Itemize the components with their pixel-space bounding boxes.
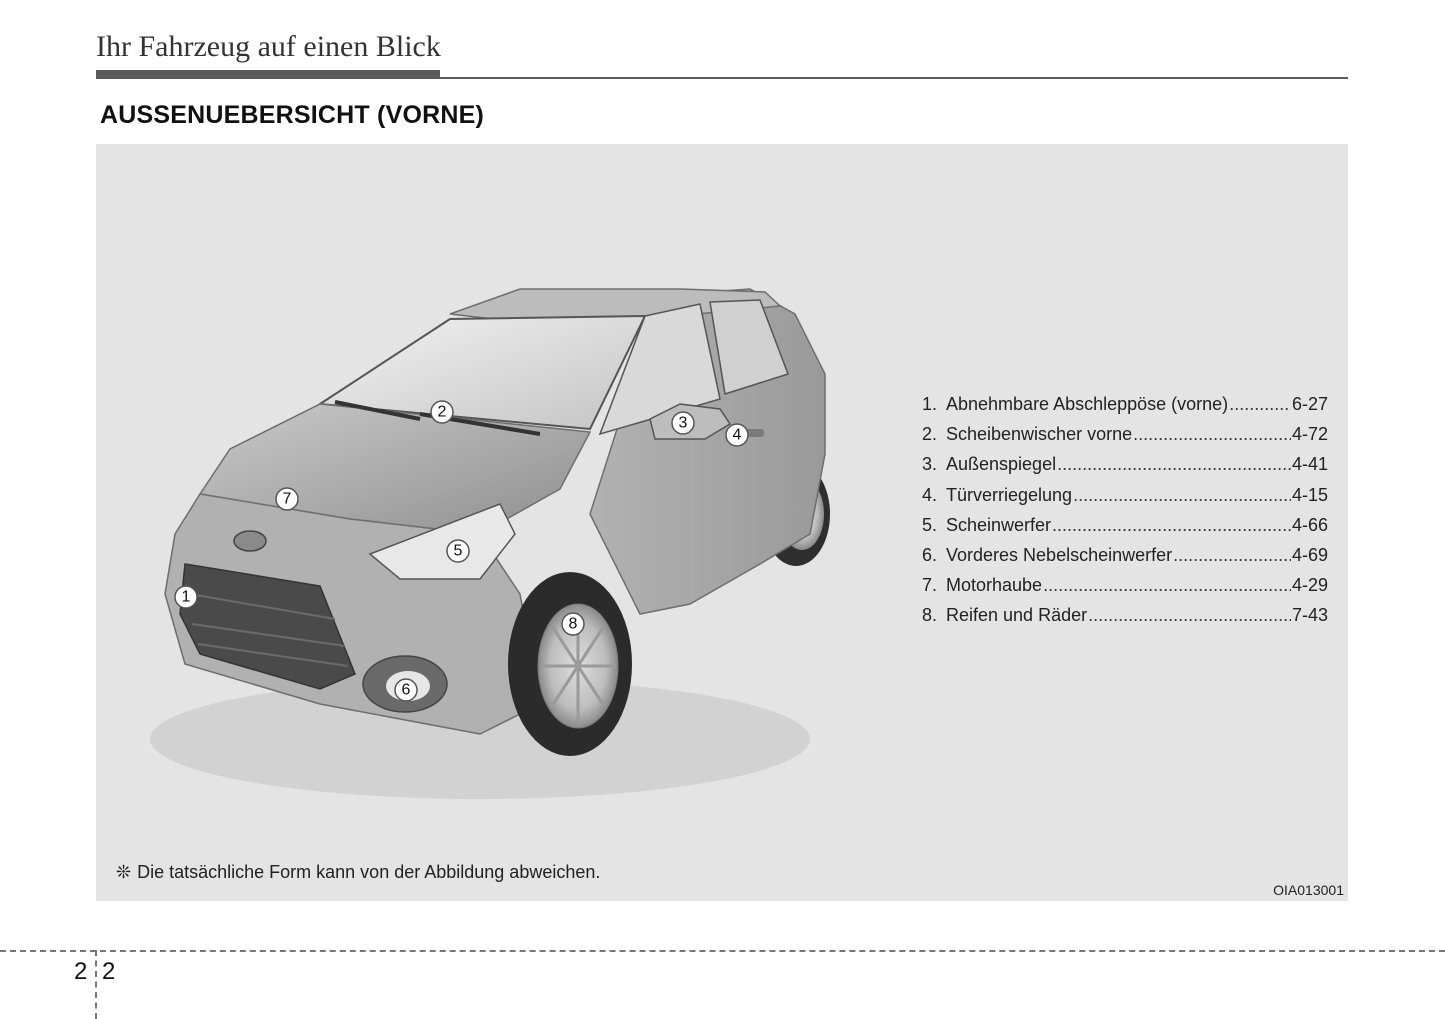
page-number: 2 [102,958,116,985]
callout-badge-6-label: 6 [401,681,411,699]
callout-row-4 [922,485,1328,515]
chapter-title: Ihr Fahrzeug auf einen Blick [96,30,441,63]
asterism-icon: ❊ [116,862,132,882]
header-rule-thin [440,77,1348,79]
callout-badge-7-label: 7 [282,490,292,508]
car-illustration [120,234,890,834]
dot-leader [1133,424,1291,445]
callout-row-1 [922,394,1328,424]
dot-leader [1229,394,1291,415]
callout-page-ref: 4-15 [1291,484,1328,505]
dot-leader [1043,575,1291,596]
disclaimer-text: Die tatsächliche Form kann von der Abbildung abweichen. [137,862,601,882]
callout-page-ref: 6-27 [1291,394,1328,414]
callout-number: 8. [922,605,938,626]
callout-row-8 [922,605,1328,635]
figure-panel [96,144,1348,901]
callout-badge-3 [672,412,694,434]
callout-number: 5. [922,514,938,535]
callout-badge-8 [562,613,584,635]
chapter-number: 2 [74,958,88,985]
callout-number: 3. [922,454,938,475]
dot-leader [1057,454,1291,475]
callout-badge-1-label: 1 [181,588,191,606]
footer-divider [0,950,1445,952]
figure-code: OIA013001 [1273,882,1344,898]
callout-number: 7. [922,575,938,596]
callout-badge-4-label: 4 [732,426,742,444]
callout-page-ref: 4-66 [1291,514,1328,535]
callout-row-3 [922,454,1328,484]
callout-number: 4. [922,484,938,505]
dot-leader [1052,515,1291,536]
callout-badge-2-label: 2 [437,403,447,421]
callout-label: Türverriegelung [946,484,1073,505]
dot-leader [1088,605,1291,626]
callout-label: Scheibenwischer vorne [946,424,1133,445]
callout-label: Abnehmbare Abschleppöse (vorne) [946,394,1229,414]
dot-leader [1073,485,1291,506]
callout-badge-4 [726,424,748,446]
callout-number: 1. [922,394,938,414]
dot-leader [1173,545,1291,566]
footer-page-separator [95,950,97,1019]
header-rule-thick [96,70,440,79]
callout-number: 2. [922,424,938,445]
callout-label: Motorhaube [946,575,1043,596]
callout-label: Vorderes Nebelscheinwerfer [946,544,1173,565]
callout-label: Reifen und Räder [946,605,1088,626]
callout-badge-1 [175,586,197,608]
callout-page-ref: 7-43 [1291,605,1328,626]
callout-label: Scheinwerfer [946,514,1052,535]
callout-row-6 [922,545,1328,575]
callout-page-ref: 4-72 [1291,424,1328,445]
callout-page-ref: 4-29 [1291,575,1328,596]
section-title: AUSSENUEBERSICHT (VORNE) [100,101,484,129]
callout-page-ref: 4-41 [1291,454,1328,475]
callout-badge-5 [447,540,469,562]
callout-badge-8-label: 8 [568,615,578,633]
callout-badge-3-label: 3 [678,414,688,432]
callout-row-5 [922,515,1328,545]
callout-badge-5-label: 5 [453,542,463,560]
callout-page-ref: 4-69 [1291,544,1328,565]
callout-badge-7 [276,488,298,510]
callout-row-7 [922,575,1328,605]
callout-badge-6 [395,679,417,701]
callout-label: Außenspiegel [946,454,1057,475]
callout-number: 6. [922,544,938,565]
disclaimer-note [116,862,600,883]
callout-row-2 [922,424,1328,454]
brand-logo [234,531,266,551]
callout-list [922,394,1328,636]
callout-badge-2 [431,401,453,423]
